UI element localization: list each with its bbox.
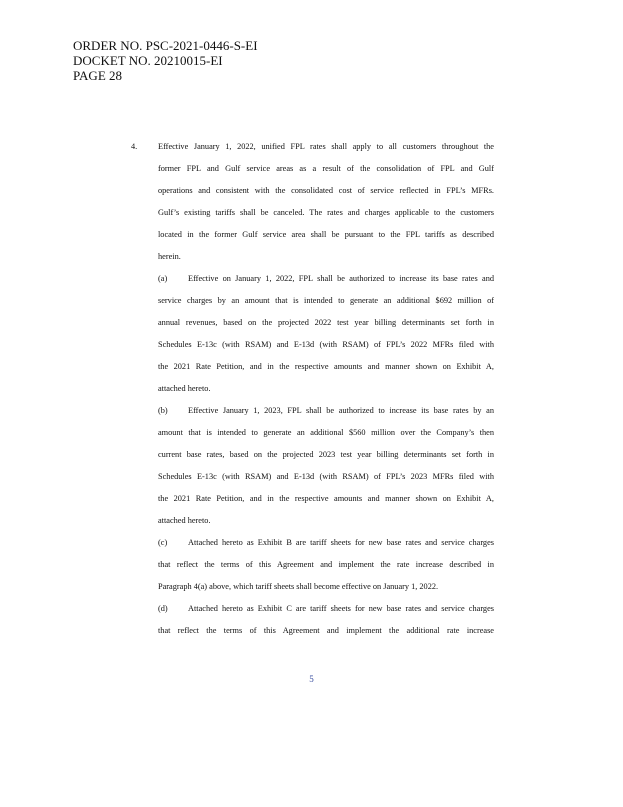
page-number: 5 bbox=[309, 674, 314, 684]
subsection-c bbox=[158, 532, 494, 598]
docket-number: DOCKET NO. 20210015-EI bbox=[73, 53, 223, 68]
paragraph-line: Effective on January 1, 2022, FPL shall be authorized to increase its base rates and bbox=[188, 274, 494, 283]
paragraph-line: attached hereto. bbox=[158, 516, 211, 525]
subsection-label: (a) bbox=[158, 274, 168, 283]
subsection-label: (d) bbox=[158, 604, 168, 613]
paragraph-line: Effective January 1, 2023, FPL shall be authorized to increase its base rates by an bbox=[188, 406, 494, 415]
paragraph-line: herein. bbox=[158, 252, 181, 261]
subsection-a bbox=[158, 268, 494, 400]
paragraph-line: attached hereto. bbox=[158, 384, 211, 393]
subsection-b bbox=[158, 400, 494, 532]
paragraph-line: Paragraph 4(a) above, which tariff sheets shall become effective on January 1, 2022. bbox=[158, 582, 439, 591]
paragraph-line: current base rates, based on the projected 2023 test year billing determinants set forth in bbox=[158, 450, 494, 459]
paragraph-line: annual revenues, based on the projected 2022 test year billing determinants set forth in bbox=[158, 318, 494, 327]
section-number: 4. bbox=[131, 142, 138, 151]
subsection-label: (c) bbox=[158, 538, 168, 547]
paragraph-line: the 2021 Rate Petition, and in the respective amounts and manner shown on Exhibit A, bbox=[158, 362, 494, 371]
paragraph-line: Schedules E-13c (with RSAM) and E-13d (with RSAM) of FPL’s 2023 MFRs filed with bbox=[158, 472, 494, 481]
paragraph-line: located in the former Gulf service area shall be pursuant to the FPL tariffs as described bbox=[158, 230, 494, 239]
section-4-paragraph bbox=[158, 136, 494, 268]
paragraph-line: that reflect the terms of this Agreement and implement the additional rate increase bbox=[158, 626, 494, 635]
page-label: PAGE 28 bbox=[73, 68, 123, 83]
paragraph-line: Attached hereto as Exhibit C are tariff sheets for new base rates and service charges bbox=[188, 604, 494, 613]
paragraph-line: service charges by an amount that is intended to generate an additional $692 million of bbox=[158, 296, 494, 305]
paragraph-line: Gulf’s existing tariffs shall be canceled. The rates and charges applicable to the customers bbox=[158, 208, 494, 217]
document-header bbox=[73, 38, 258, 83]
paragraph-line: the 2021 Rate Petition, and in the respective amounts and manner shown on Exhibit A, bbox=[158, 494, 494, 503]
paragraph-line: amount that is intended to generate an additional $560 million over the Company’s then bbox=[158, 428, 494, 437]
subsection-label: (b) bbox=[158, 406, 168, 415]
paragraph-line: operations and consistent with the consolidated cost of service reflected in FPL’s MFRs. bbox=[158, 186, 494, 195]
order-number: ORDER NO. PSC-2021-0446-S-EI bbox=[73, 38, 258, 53]
paragraph-line: former FPL and Gulf service areas as a result of the consolidation of FPL and Gulf bbox=[158, 164, 494, 173]
paragraph-line: Schedules E-13c (with RSAM) and E-13d (with RSAM) of FPL’s 2022 MFRs filed with bbox=[158, 340, 494, 349]
paragraph-line: Effective January 1, 2022, unified FPL rates shall apply to all customers throughout the bbox=[158, 142, 494, 151]
paragraph-line: Attached hereto as Exhibit B are tariff sheets for new base rates and service charges bbox=[188, 538, 494, 547]
paragraph-line: that reflect the terms of this Agreement and implement the rate increase described in bbox=[158, 560, 494, 569]
subsection-d bbox=[158, 598, 494, 642]
